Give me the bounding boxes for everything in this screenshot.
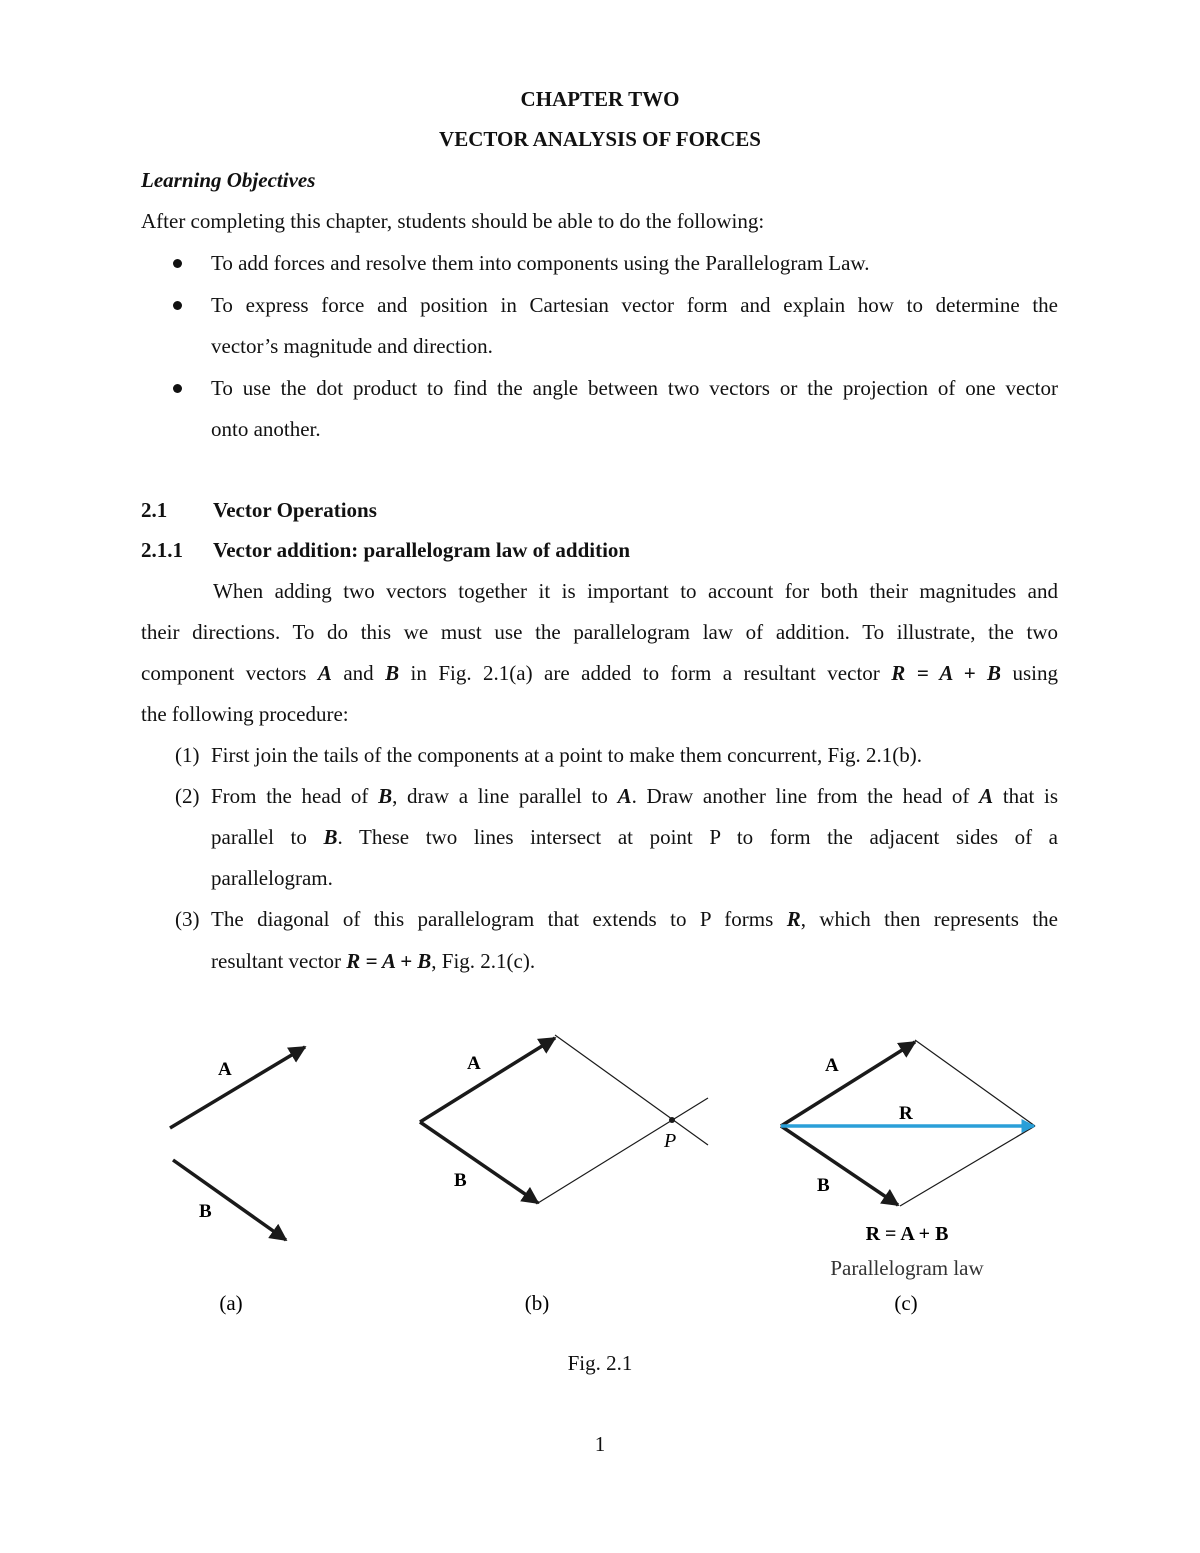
- paragraph-line-1: When adding two vectors together it is important to account for both their magnitudes and: [213, 579, 1058, 603]
- caption-b: (b): [524, 1291, 550, 1315]
- step-1-text: First join the tails of the components at a point to make them concurrent, Fig. 2.1(b).: [211, 743, 922, 767]
- chapter-title: CHAPTER TWO: [520, 87, 680, 111]
- parallel-line-2: [538, 1098, 708, 1203]
- step-3-number: (3): [175, 907, 200, 931]
- panel-b: [420, 1035, 708, 1315]
- bullet-icon: [173, 301, 182, 310]
- caption-a: (a): [219, 1291, 243, 1315]
- objective-item-2-line-2: vector’s magnitude and direction.: [211, 334, 493, 358]
- equation: R = A + B: [891, 661, 1002, 685]
- figure-caption: Fig. 2.1: [567, 1351, 633, 1375]
- vector-a-arrow: [781, 1042, 915, 1126]
- law-label: Parallelogram law: [830, 1256, 984, 1280]
- label-a: A: [825, 1055, 839, 1076]
- objective-item-3-line-2: onto another.: [211, 417, 321, 441]
- section-title: Vector Operations: [213, 498, 377, 522]
- step-3-line-1: The diagonal of this parallelogram that extends to P forms R, which then represents the: [211, 907, 1058, 931]
- point-p-marker: [669, 1117, 675, 1123]
- objective-item-1: To add forces and resolve them into components using the Parallelogram Law.: [211, 251, 870, 275]
- step-2-line-1: From the head of B, draw a line parallel to A. Draw another line from the head of A that is: [211, 784, 1059, 808]
- step-3-line-2: resultant vector R = A + B, Fig. 2.1(c).: [211, 949, 536, 973]
- vector-b-arrow: [173, 1160, 286, 1240]
- subsection-title: Vector addition: parallelogram law of addition: [213, 538, 631, 562]
- objectives-heading: Learning Objectives: [141, 168, 316, 192]
- panel-a: [170, 1047, 305, 1315]
- parallel-line-1: [915, 1040, 1035, 1126]
- paragraph-line-4: the following procedure:: [141, 702, 349, 726]
- label-a: A: [218, 1059, 232, 1080]
- label-a: A: [467, 1053, 481, 1074]
- vector-b-arrow: [420, 1122, 538, 1203]
- equation: R = A + B: [346, 949, 432, 973]
- label-b: B: [454, 1170, 467, 1191]
- step-2-number: (2): [175, 784, 200, 808]
- objectives-intro: After completing this chapter, students should be able to do the following:: [141, 209, 765, 233]
- figure-2-1: [150, 1020, 1050, 1330]
- step-1-number: (1): [175, 743, 200, 767]
- page-number: 1: [594, 1432, 606, 1456]
- section-number: 2.1: [141, 498, 168, 522]
- bullet-icon: [173, 384, 182, 393]
- step-2-line-2: parallel to B. These two lines intersect at point P to form the adjacent sides of a: [211, 825, 1059, 849]
- vector-a-arrow: [170, 1047, 305, 1128]
- vector-a-arrow: [420, 1038, 555, 1122]
- subsection-number: 2.1.1: [141, 538, 183, 562]
- caption-c: (c): [894, 1291, 918, 1315]
- equation-label: R = A + B: [865, 1223, 949, 1245]
- objective-item-3-line-1: To use the dot product to find the angle between two vectors or the projection of one vector: [211, 376, 1058, 400]
- paragraph-line-3: component vectors A and B in Fig. 2.1(a) are added to form a resultant vector R = A + B using: [141, 661, 1059, 685]
- label-b: B: [199, 1201, 212, 1222]
- label-b: B: [817, 1175, 830, 1196]
- objective-item-2-line-1: To express force and position in Cartesian vector form and explain how to determine the: [211, 293, 1058, 317]
- parallel-line-1: [555, 1035, 708, 1145]
- step-2-line-3: parallelogram.: [211, 866, 333, 890]
- bullet-icon: [173, 259, 182, 268]
- label-r: R: [899, 1103, 913, 1124]
- paragraph-line-2: their directions. To do this we must use the parallelogram law of addition. To illustrate, the two: [141, 620, 1058, 644]
- chapter-subtitle: VECTOR ANALYSIS OF FORCES: [439, 127, 761, 151]
- label-p: P: [664, 1130, 677, 1152]
- parallel-line-2: [900, 1126, 1035, 1206]
- vector-b-arrow: [781, 1126, 898, 1205]
- panel-c: [781, 1040, 1035, 1315]
